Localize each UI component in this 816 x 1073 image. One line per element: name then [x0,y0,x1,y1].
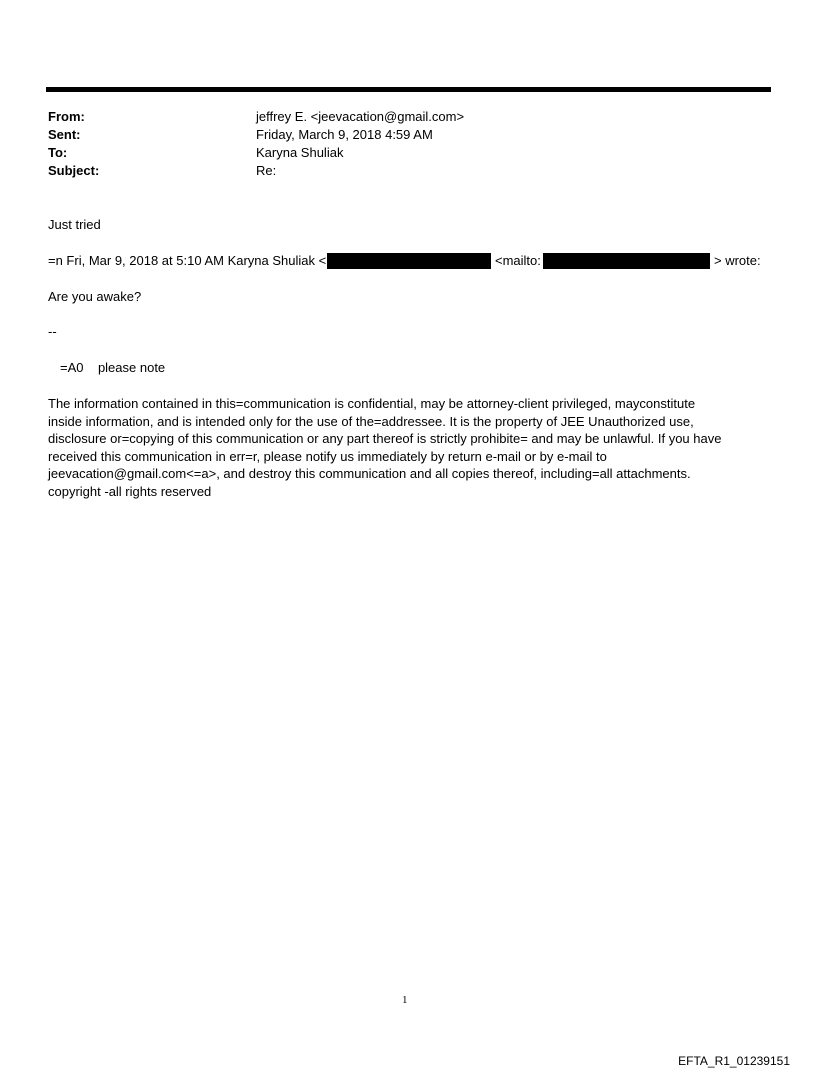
page-number: 1 [402,994,408,1006]
disclaimer-line: jeevacation@gmail.com<=a>, and destroy this communication and all copies thereof, including=all attachments. [48,466,691,481]
sent-value: Friday, March 9, 2018 4:59 AM [256,127,433,142]
subject-label: Subject: [48,163,100,178]
header-rule [46,87,771,92]
note-text: =A0 please note [60,360,166,375]
disclaimer-line: disclosure or=copying of this communication or any part thereof is strictly prohibite= and may be unlawful. If you have [48,431,722,446]
from-value: jeffrey E. <jeevacation@gmail.com> [256,109,465,124]
quote-mailto: <mailto: [495,253,541,268]
to-label: To: [48,145,68,160]
document-id: EFTA_R1_01239151 [678,1054,790,1068]
signature-separator: -- [48,324,57,339]
disclaimer-line: copyright -all rights reserved [48,483,212,499]
redaction-bar [543,253,710,269]
redaction-bar [327,253,491,269]
disclaimer-line: inside information, and is intended only for the use of the=addressee. It is the property of JEE Unauthorized use, [48,413,694,429]
disclaimer-paragraph [48,395,768,500]
to-value: Karyna Shuliak [256,145,344,160]
from-label: From: [48,109,85,124]
reply-text: Just tried [48,217,101,232]
disclaimer-line: received this communication in err=r, please notify us immediately by return e-mail or by e-mail to [48,448,607,464]
disclaimer-line: The information contained in this=communication is confidential, may be attorney-client privileged, mayconstitute [48,396,696,411]
sent-label: Sent: [48,127,81,142]
quote-prefix: =n Fri, Mar 9, 2018 at 5:10 AM Karyna Shuliak < [48,253,327,268]
subject-value: Re: [256,163,277,178]
quote-suffix: > wrote: [714,253,761,268]
question-text: Are you awake? [48,289,142,304]
